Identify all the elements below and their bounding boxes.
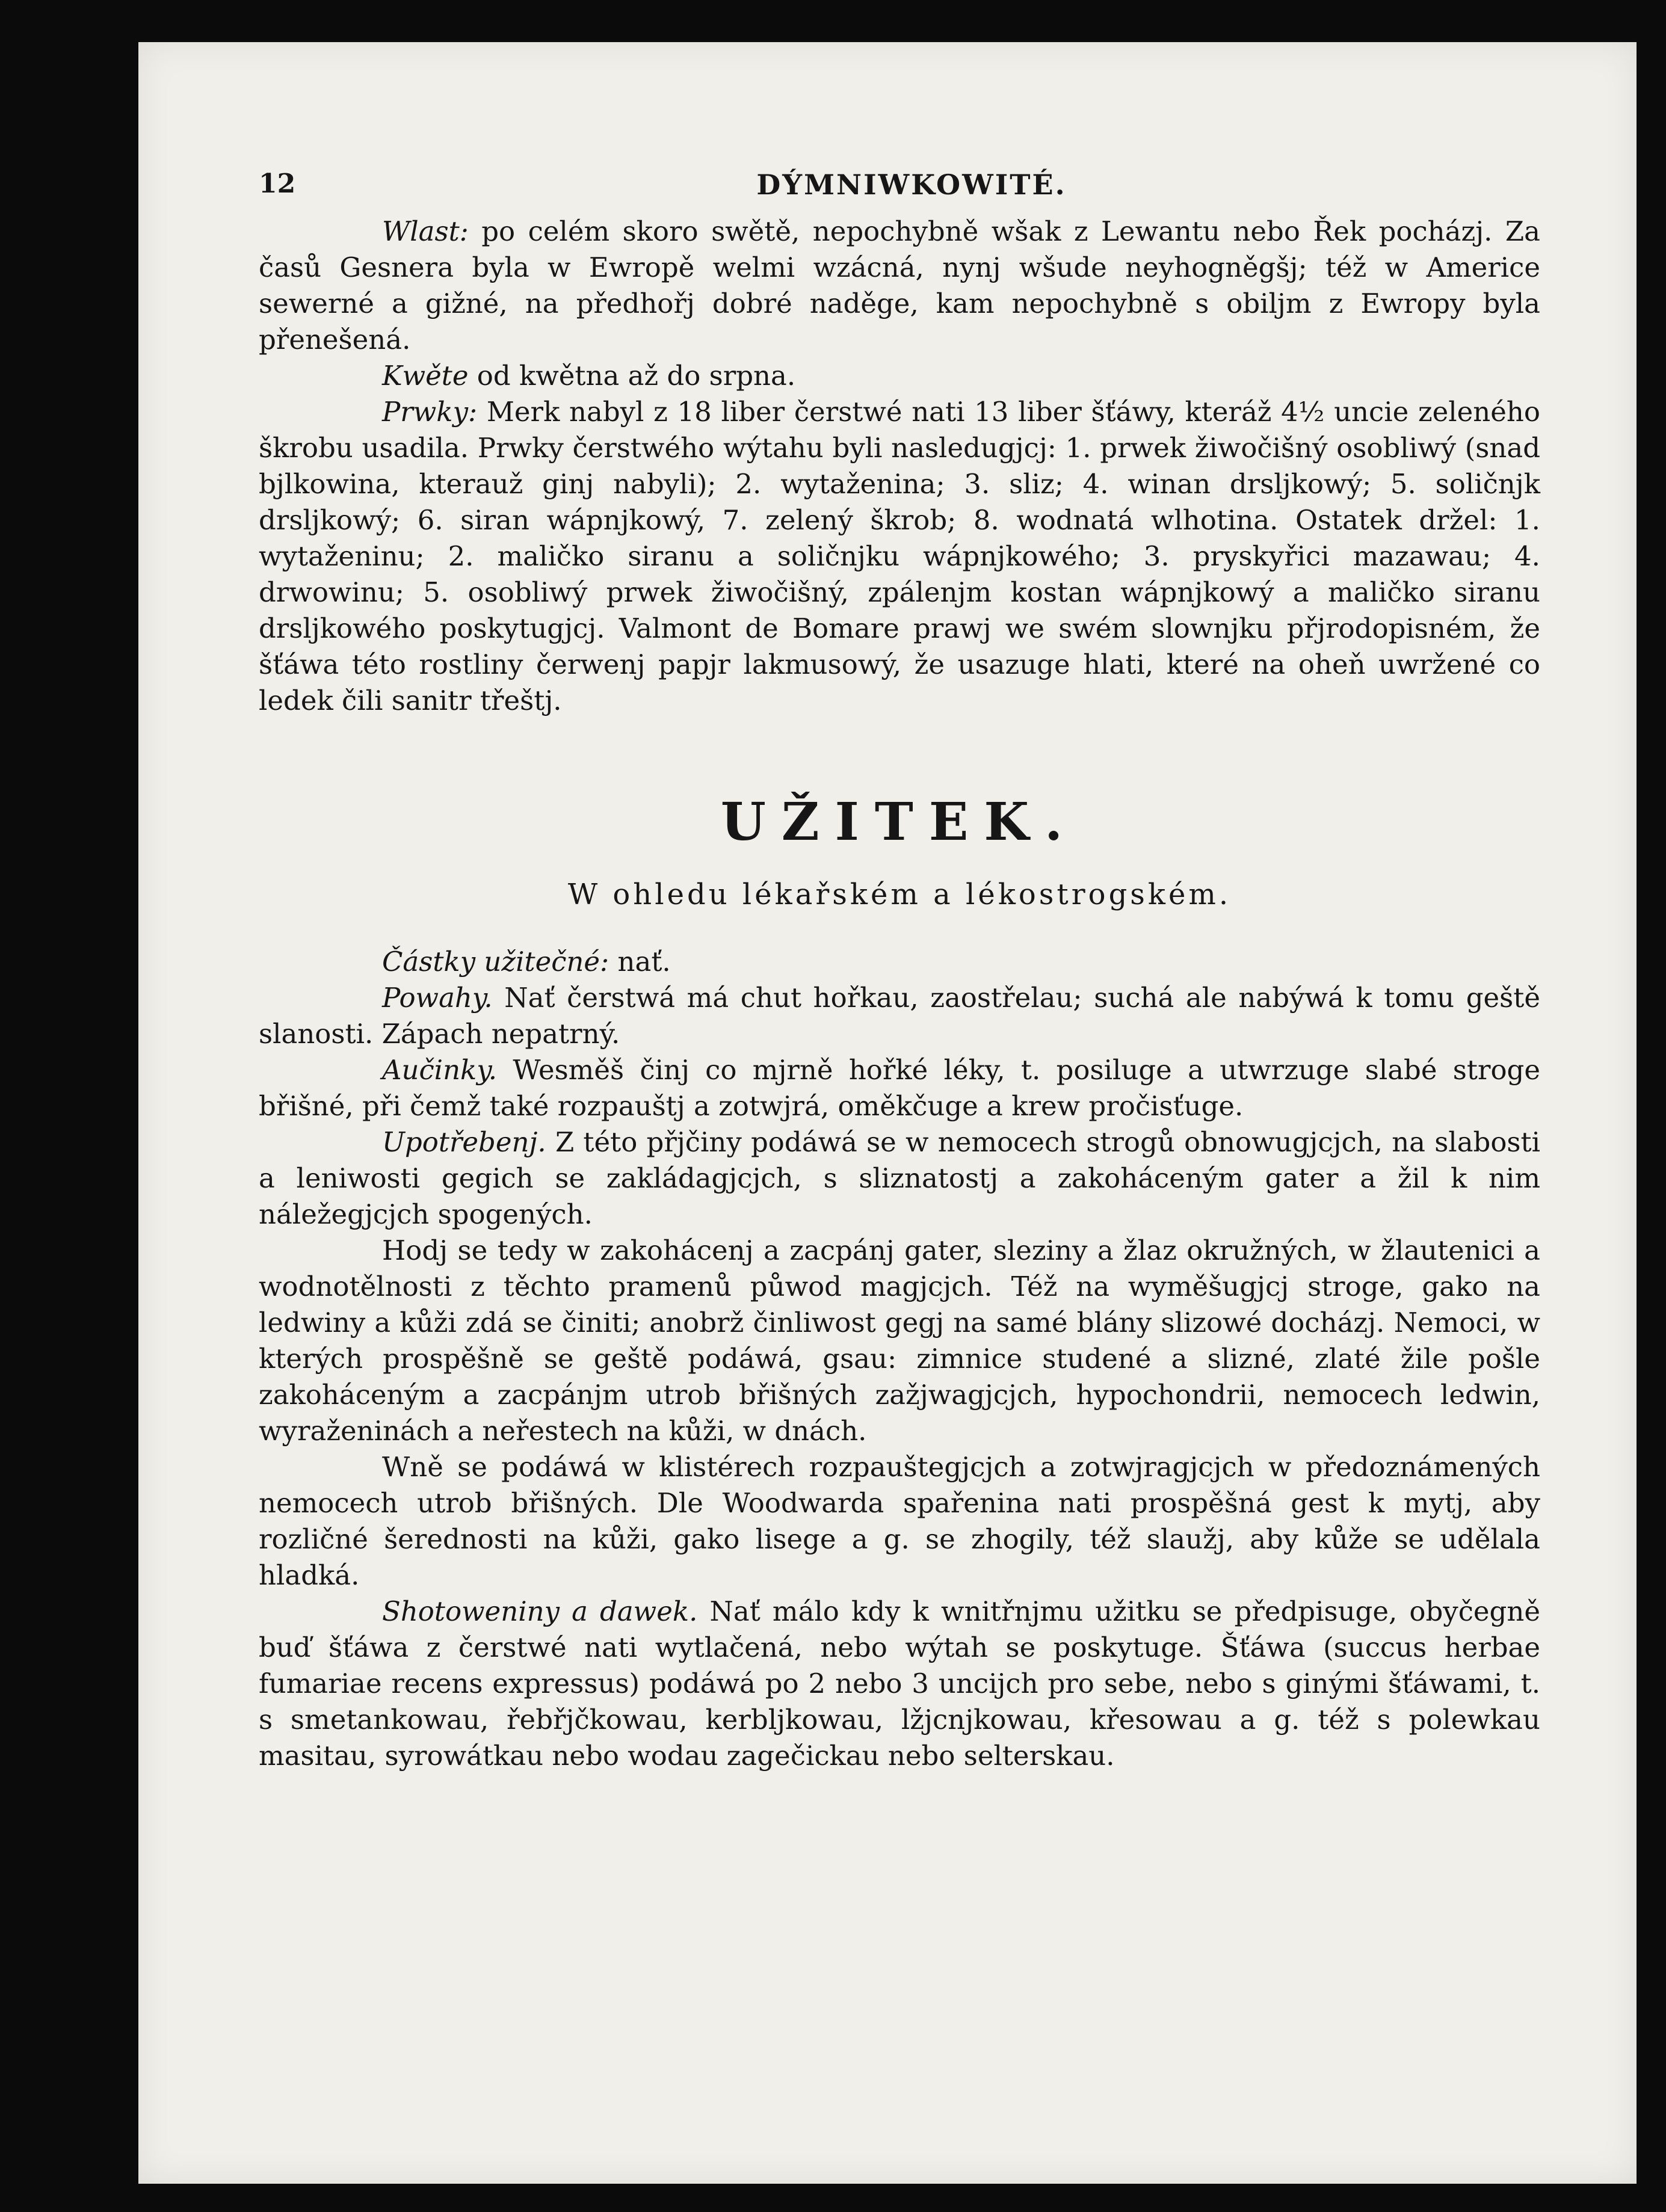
paragraph-wne [259, 1449, 1540, 1594]
paragraph-text: Wesměš činj co mjrně hořké léky, t. posiluge a utwrzuge slabé stroge břišné, při čemž také rozpauštj a zotwjrá, oměkčuge a krew pročisťuge. [259, 1054, 1540, 1122]
paragraph-label: Částky užitečné: [382, 946, 609, 978]
paragraph-shotoweniny [259, 1594, 1540, 1774]
section-subtitle: W ohledu lékařském a lékostrogském. [567, 878, 1232, 911]
paragraph-castky [259, 944, 1540, 980]
paragraph-label: Prwky: [382, 396, 478, 428]
page-body [259, 214, 1540, 1774]
paragraph-text: Nať čerstwá má chut hořkau, zaostřelau; suchá ale nabýwá k tomu geště slanosti. Zápach nepatrný. [259, 982, 1540, 1050]
paragraph-label: Powahy. [382, 982, 493, 1014]
paragraph-text: Z této přjčiny podáwá se w nemocech strogů obnowugjcjch, na slabosti a leniwosti gegich se zakládagjcjch, s sliznatostj a zakoháceným gater a žil k nim náležegjcjch spogených. [259, 1126, 1540, 1230]
paragraph-label: Shotoweniny a dawek. [382, 1595, 698, 1627]
paragraph-label: Kwěte [382, 360, 469, 392]
paragraph-wlast [259, 214, 1540, 358]
paragraph-text: Hodj se tedy w zakohácenj a zacpánj gater, sleziny a žlaz okružných, w žlautenici a wodnotělnosti z těchto pramenů půwod magjcjch. Též na wyměšugjcj stroge, gako na ledwiny a kůži zdá se činiti; anobrž činliwost gegj na samé blány slizowé docházj. Nemoci, w kterých prospěšně se geště podáwá, gsau: zimnice studené a slizné, zlaté žile pošle zakoháceným a zacpánjm utrob břišných zažjwagjcjch, hypochondrii, nemocech ledwin, wyraženinách a neřestech na kůži, w dnách. [259, 1234, 1540, 1447]
paragraph-label: Aučinky. [382, 1054, 498, 1086]
paragraph-upotrebeni [259, 1124, 1540, 1233]
paragraph-label: Wlast: [382, 215, 469, 247]
paragraph-powahy [259, 980, 1540, 1052]
paragraph-text: po celém skoro swětě, nepochybně wšak z Lewantu nebo Řek pocházj. Za časů Gesnera byla w Ewropě welmi wzácná, nynj wšude neyhogněgšj; též w Americe sewerné a gižné, na předhořj dobré naděge, kam nepochybně s obiljm z Ewropy byla přenešená. [259, 215, 1540, 356]
paragraph-hodi-se [259, 1233, 1540, 1449]
paragraph-kwete [259, 358, 1540, 394]
paragraph-text: Wně se podáwá w klistérech rozpauštegjcjch a zotwjragjcjch w předoznámených nemocech utrob břišných. Dle Woodwarda spařenina nati prospěšná gest k mytj, aby rozličné šerednosti na kůži, gako lisege a g. se zhogily, též slaužj, aby kůže se udělala hladká. [259, 1451, 1540, 1591]
paragraph-text: nať. [609, 946, 671, 978]
running-title: DÝMNIWKOWITÉ. [756, 168, 1067, 201]
paragraph-text: Nať málo kdy k wnitřnjmu užitku se předpisuge, obyčegně buď šťáwa z čerstwé nati wytlačená, nebo wýtah se poskytuge. Šťáwa (succus herbae fumariae recens expressus) podáwá po 2 nebo 3 uncijch pro sebe, nebo s ginými šťáwami, t. s smetankowau, řebřjčkowau, kerbljkowau, lžjcnjkowau, křesowau a g. též s polewkau masitau, syrowátkau nebo wodau zagečickau nebo selterskau. [259, 1595, 1540, 1772]
paragraph-label: Upotřebenj. [382, 1126, 546, 1158]
paragraph-prwky [259, 394, 1540, 719]
paragraph-text: od kwětna až do srpna. [468, 360, 796, 392]
paragraph-text: Merk nabyl z 18 liber čerstwé nati 13 liber šťáwy, kteráž 4½ uncie zeleného škrobu usadila. Prwky čerstwého wýtahu byli nasledugjcj: 1. prwek žiwočišný osobliwý (snad bjlkowina, kterauž ginj nabyli); 2. wytaženina; 3. sliz; 4. winan drsljkowý; 5. soličnjk drsljkowý; 6. siran wápnjkowý, 7. zelený škrob; 8. wodnatá wlhotina. Ostatek držel: 1. wytaženinu; 2. maličko siranu a soličnjku wápnjkowého; 3. pryskyřici mazawau; 4. drwowinu; 5. osobliwý prwek žiwočišný, zpálenjm kostan wápnjkowý a maličko siranu drsljkowého poskytugjcj. Valmont de Bomare prawj we swém slownjku přjrodopisném, že šťáwa této rostliny čerwenj papjr lakmusowý, že usazuge hlati, které na oheň uwržené co ledek čili sanitr třeštj. [259, 396, 1540, 716]
paragraph-aucinky [259, 1052, 1540, 1124]
page-number: 12 [259, 168, 296, 199]
section-title: UŽITEK. [720, 792, 1079, 852]
page-header [259, 168, 1564, 205]
